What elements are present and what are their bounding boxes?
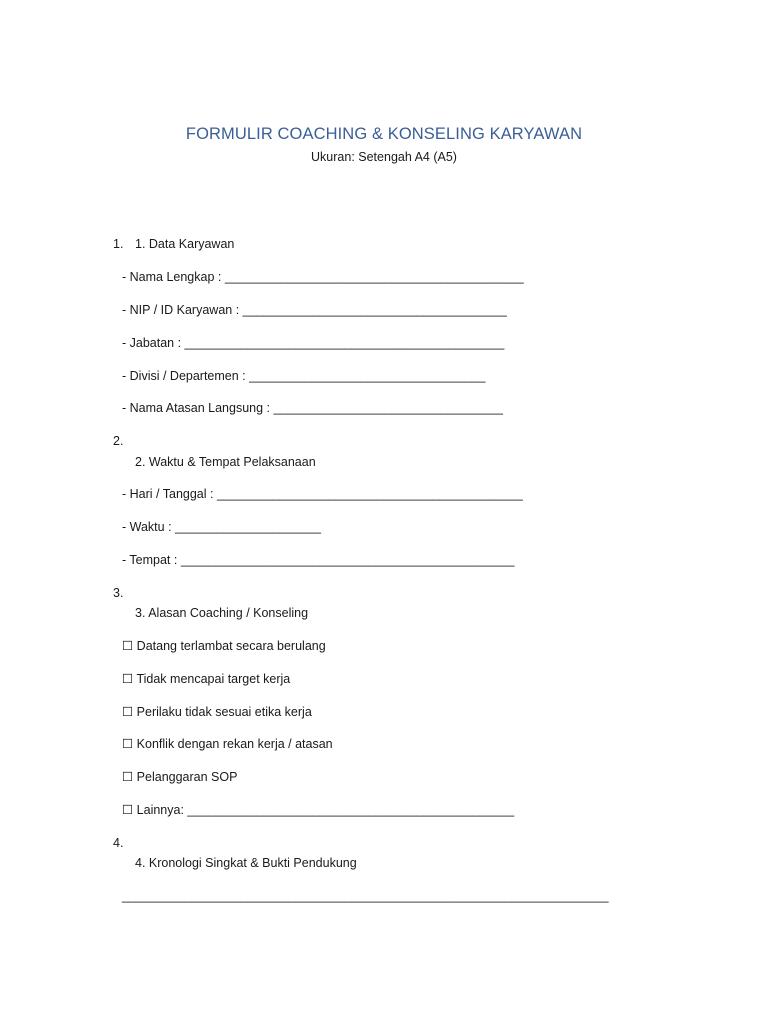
checkbox-konflik: ☐ Konflik dengan rekan kerja / atasan [122, 737, 333, 751]
field-waktu: - Waktu : _____________________ [122, 520, 322, 534]
form-subtitle: Ukuran: Setengah A4 (A5) [311, 150, 457, 164]
section-4-heading: 4. Kronologi Singkat & Bukti Pendukung [135, 856, 357, 870]
field-jabatan: - Jabatan : ______________________________________________ [122, 336, 505, 350]
section-2-heading: 2. Waktu & Tempat Pelaksanaan [135, 455, 316, 469]
checkbox-sop: ☐ Pelanggaran SOP [122, 770, 238, 784]
field-kronologi: ______________________________________________________________________ [122, 889, 609, 903]
field-atasan: - Nama Atasan Langsung : _________________________________ [122, 401, 503, 415]
checkbox-lainnya: ☐ Lainnya: _______________________________________________ [122, 803, 515, 817]
section-3-heading: 3. Alasan Coaching / Konseling [135, 606, 309, 620]
form-title: FORMULIR COACHING & KONSELING KARYAWAN [185, 125, 583, 143]
section-1-number: 1. [113, 237, 124, 251]
field-hari-tanggal: - Hari / Tanggal : ____________________________________________ [122, 487, 523, 501]
field-nama-lengkap: - Nama Lengkap : ___________________________________________ [122, 270, 524, 284]
checkbox-target: ☐ Tidak mencapai target kerja [122, 672, 291, 686]
section-4-number: 4. [113, 836, 124, 850]
field-nip: - NIP / ID Karyawan : ______________________________________ [122, 303, 507, 317]
section-2-number: 2. [113, 434, 124, 448]
field-divisi: - Divisi / Departemen : __________________________________ [122, 369, 486, 383]
checkbox-terlambat: ☐ Datang terlambat secara berulang [122, 639, 326, 653]
section-1-heading: 1. Data Karyawan [135, 237, 235, 251]
section-3-number: 3. [113, 586, 124, 600]
field-tempat: - Tempat : ________________________________________________ [122, 553, 515, 567]
checkbox-etika: ☐ Perilaku tidak sesuai etika kerja [122, 705, 312, 719]
